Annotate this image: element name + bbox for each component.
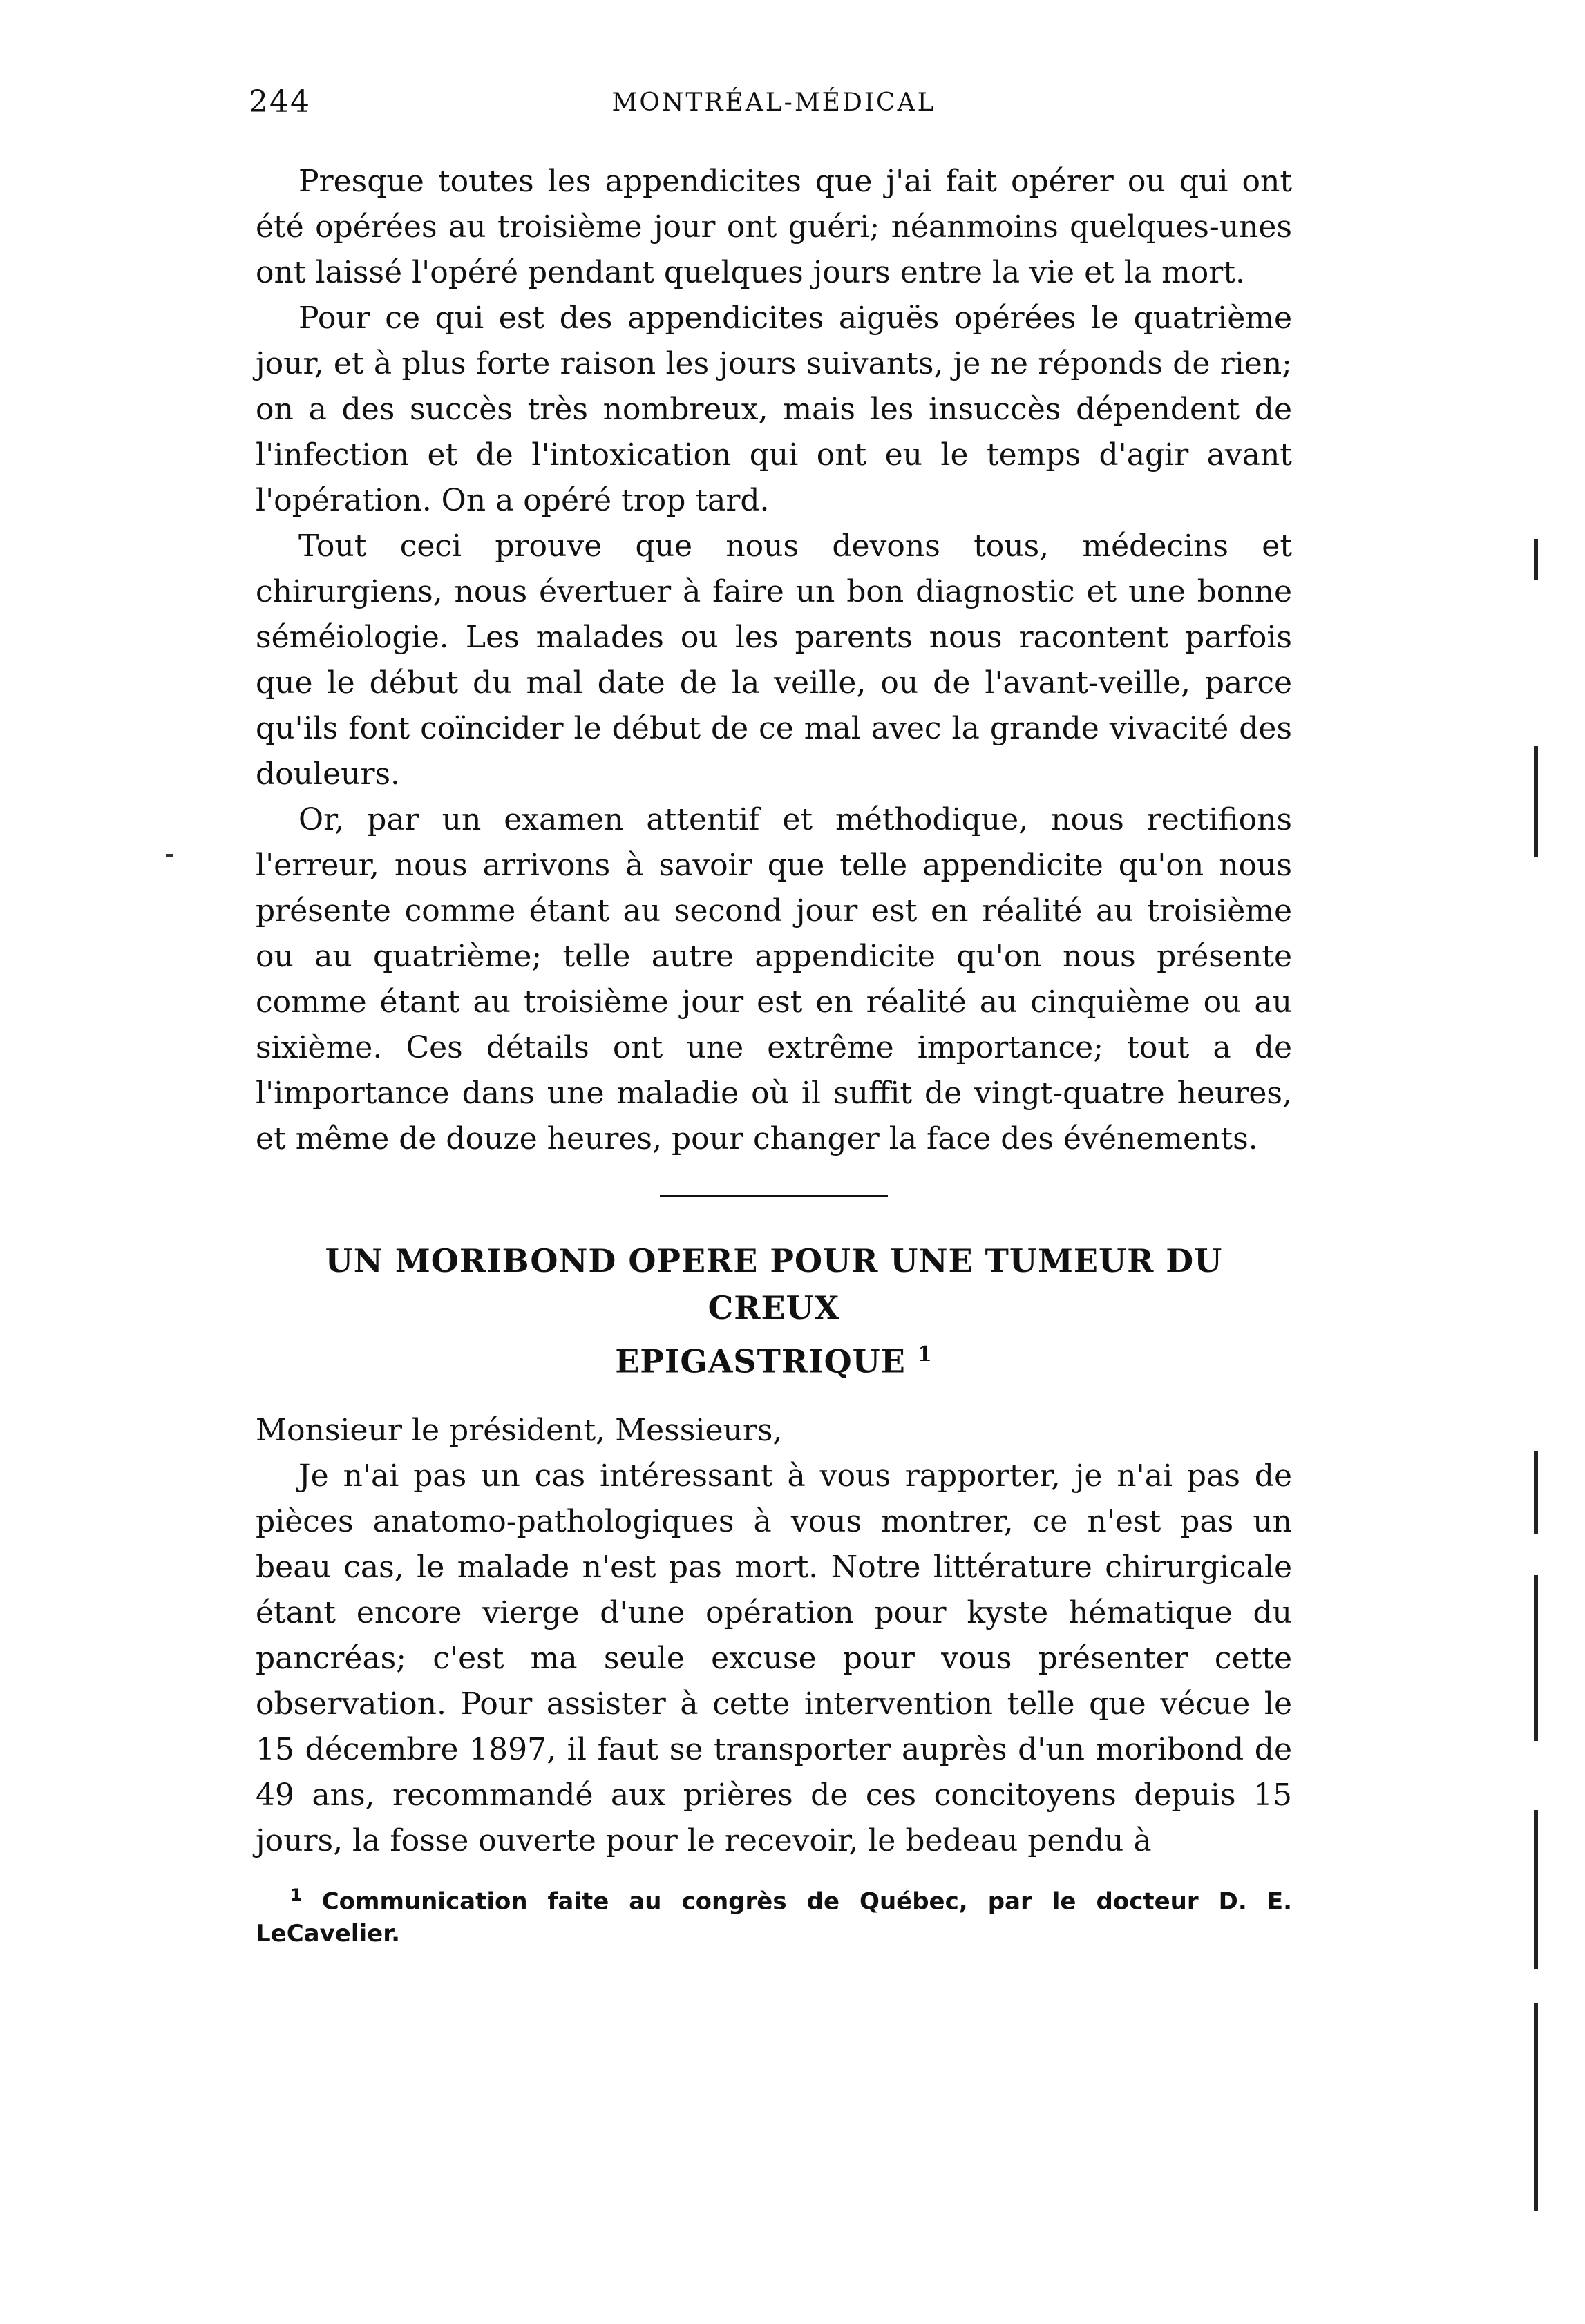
scan-edge-mark — [1534, 1575, 1538, 1741]
scan-edge-mark — [1534, 539, 1538, 580]
section-paragraph: Je n'ai pas un cas intéressant à vous rapporter, je n'ai pas de pièces anatomo-pathologiques à vous montrer, ce n'est pas un beau cas, le malade n'est pas mort. Notre littérature chirurgicale étant encore vierge d'une opération pour kyste hématique du pancréas; c'est ma seule excuse pour vous présenter cette observation. Pour assister à cette intervention telle que vécue le 15 décembre 1897, il faut se transporter auprès d'un moribond de 49 ans, recommandé aux prières de ces concitoyens depuis 15 jours, la fosse ouverte pour le recevoir, le bedeau pendu à — [256, 1458, 1292, 1859]
section-divider — [660, 1195, 888, 1197]
paragraph-2: Pour ce qui est des appendicites aiguës opérées le quatrième jour, et à plus forte raison les jours suivants, je ne réponds de rien; on a des succès très nombreux, mais les insuccès dépendent de l'infection et de l'intoxication qui ont eu le temps d'agir avant l'opération. On a opéré trop tard. — [256, 301, 1292, 518]
footnote-marker: 1 — [290, 1885, 302, 1905]
paragraph-1: Presque toutes les appendicites que j'ai fait opérer ou qui ont été opérées au troisième jour ont guéri; néanmoins quelques-unes ont laissé l'opéré pendant quelques jours entre la vie et la mort. — [256, 164, 1292, 290]
running-head: MONTRÉAL-MÉDICAL — [611, 88, 936, 117]
footnote-reference: 1 — [917, 1342, 933, 1366]
page-number: 244 — [249, 84, 311, 120]
page-body — [256, 159, 1292, 1950]
salutation: Monsieur le président, Messieurs, — [256, 1413, 783, 1449]
footnote — [256, 1879, 1292, 1949]
page-header — [249, 84, 1299, 126]
scan-edge-mark — [1534, 746, 1538, 857]
scan-edge-mark — [1534, 1810, 1538, 1969]
paragraph-4: Or, par un examen attentif et méthodique, nous rectifions l'erreur, nous arrivons à savoir que telle appendicite qu'on nous présente comme étant au second jour est en réalité au troisième ou au quatrième; telle autre appendicite qu'on nous présente comme étant au troisième jour est en réalité au cinquième ou au sixième. Ces détails ont une extrême importance; tout a de l'importance dans une maladie où il suffit de vingt-quatre heures, et même de douze heures, pour changer la face des événements. — [256, 802, 1292, 1156]
section-title-line-2: EPIGASTRIQUE — [615, 1342, 906, 1380]
section-title — [256, 1237, 1292, 1384]
section-title-line-1: UN MORIBOND OPERE POUR UNE TUMEUR DU CREUX — [325, 1242, 1223, 1326]
scan-speck — [166, 854, 173, 857]
scan-edge-mark — [1534, 1451, 1538, 1534]
footnote-text: Communication faite au congrès de Québec, par le docteur D. E. LeCavelier. — [256, 1887, 1292, 1947]
paragraph-3: Tout ceci prouve que nous devons tous, médecins et chirurgiens, nous évertuer à faire un bon diagnostic et une bonne séméiologie. Les malades ou les parents nous racontent parfois que le début du mal date de la veille, ou de l'avant-veille, parce qu'ils font coïncider le début de ce mal avec la grande vivacité des douleurs. — [256, 528, 1292, 792]
scan-edge-mark — [1534, 2003, 1538, 2211]
